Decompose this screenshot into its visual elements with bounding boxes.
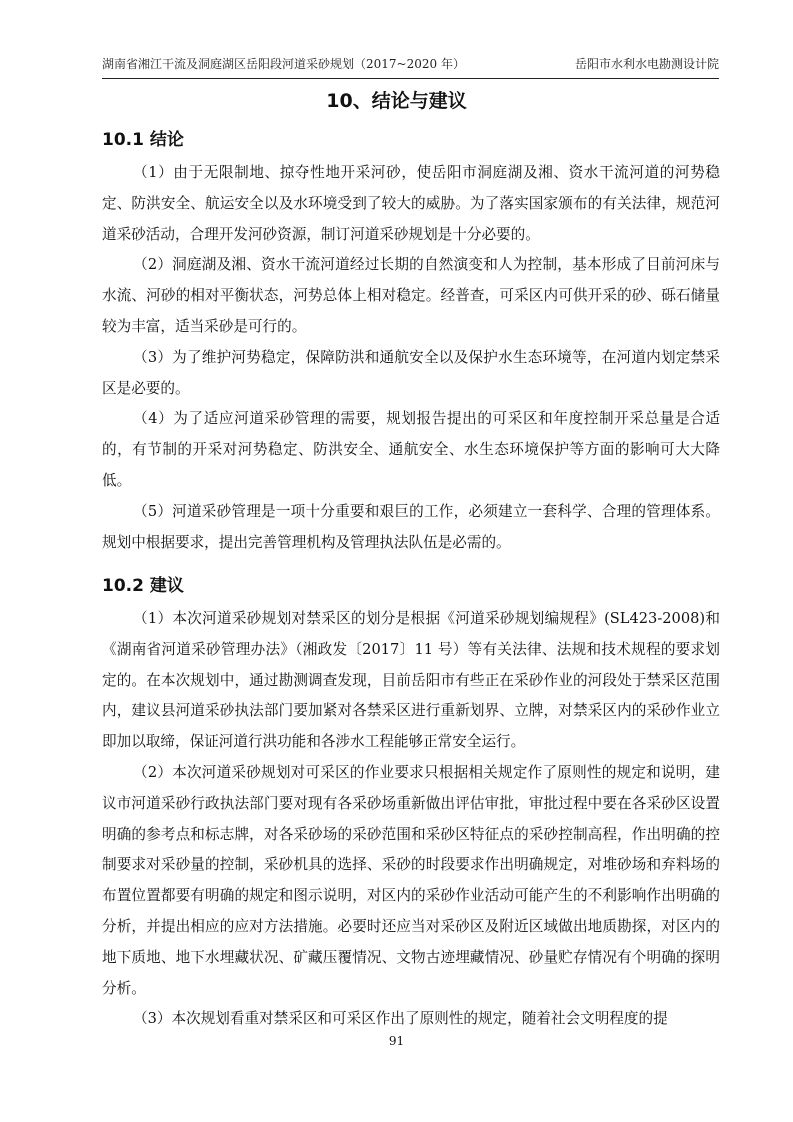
page-number: 91	[388, 1034, 405, 1048]
header-title: 湖南省湘江干流及洞庭湖区岳阳段河道采砂规划（2017~2020 年）	[102, 57, 465, 71]
section-heading-conclusions: 10.1 结论	[102, 130, 184, 150]
conclusion-paragraph-4: （4）为了适应河道采砂管理的需要，规划报告提出的可采区和年度控制开采总量是合适的，有节制的开采对河势稳定、防洪安全、通航安全、水生态环境保护等方面的影响可大大降低。	[102, 410, 720, 489]
conclusion-paragraph-1: （1）由于无限制地、掠夺性地开采河砂，使岳阳市洞庭湖及湘、资水干流河道的河势稳定、防洪安全、航运安全以及水环境受到了较大的威胁。为了落实国家颁布的有关法律，规范河道采砂活动，合理开发河砂资源，制订河道采砂规划是十分必要的。	[102, 164, 720, 243]
conclusion-paragraph-5: （5）河道采砂管理是一项十分重要和艰巨的工作，必须建立一套科学、合理的管理体系。规划中根据要求，提出完善管理机构及管理执法队伍是必需的。	[102, 502, 720, 551]
conclusions-body	[102, 158, 720, 558]
suggestion-paragraph-1: （1）本次河道采砂规划对禁采区的划分是根据《河道采砂规划编规程》(SL423-2008)和《湖南省河道采砂管理办法》（湘政发〔2017〕11 号）等有关法律、法规和技术规程的要求划定的。在本次规划中，通过勘测调查发现，目前岳阳市有些正在采砂作业的河段处于禁采区范围内，建议县河道采砂执法部门要加紧对各禁采区进行重新划界、立牌，对禁采区内的采砂作业立即加以取缔，保证河道行洪功能和各涉水工程能够正常安全运行。	[102, 610, 720, 751]
conclusion-paragraph-2: （2）洞庭湖及湘、资水干流河道经过长期的自然演变和人为控制，基本形成了目前河床与水流、河砂的相对平衡状态，河势总体上相对稳定。经普查，可采区内可供开采的砂、砾石储量较为丰富，适当采砂是可行的。	[102, 256, 720, 335]
suggestions-body	[102, 604, 720, 1035]
conclusion-paragraph-3: （3）为了维护河势稳定，保障防洪和通航安全以及保护水生态环境等，在河道内划定禁采区是必要的。	[102, 348, 720, 397]
suggestion-paragraph-2: （2）本次河道采砂规划对可采区的作业要求只根据相关规定作了原则性的规定和说明，建议市河道采砂行政执法部门要对现有各采砂场重新做出评估审批，审批过程中要在各采砂区设置明确的参考点和标志牌，对各采砂场的采砂范围和采砂区特征点的采砂控制高程，作出明确的控制要求对采砂量的控制，采砂机具的选择、采砂的时段要求作出明确规定，对堆砂场和弃料场的布置位置都要有明确的规定和图示说明，对区内的采砂作业活动可能产生的不利影响作出明确的分析，并提出相应的应对方法措施。必要时还应当对采砂区及附近区域做出地质勘探，对区内的地下质地、地下水埋藏状况、矿藏压覆情况、文物古迹埋藏情况、砂量贮存情况有个明确的探明分析。	[102, 763, 720, 997]
header-organization: 岳阳市水利水电勘测设计院	[574, 57, 719, 71]
suggestion-paragraph-3: （3）本次规划看重对禁采区和可采区作出了原则性的规定，随着社会文明程度的提	[133, 1010, 668, 1028]
running-header	[102, 56, 719, 79]
chapter-title: 10、结论与建议	[326, 90, 467, 112]
section-heading-suggestions: 10.2 建议	[102, 576, 184, 596]
